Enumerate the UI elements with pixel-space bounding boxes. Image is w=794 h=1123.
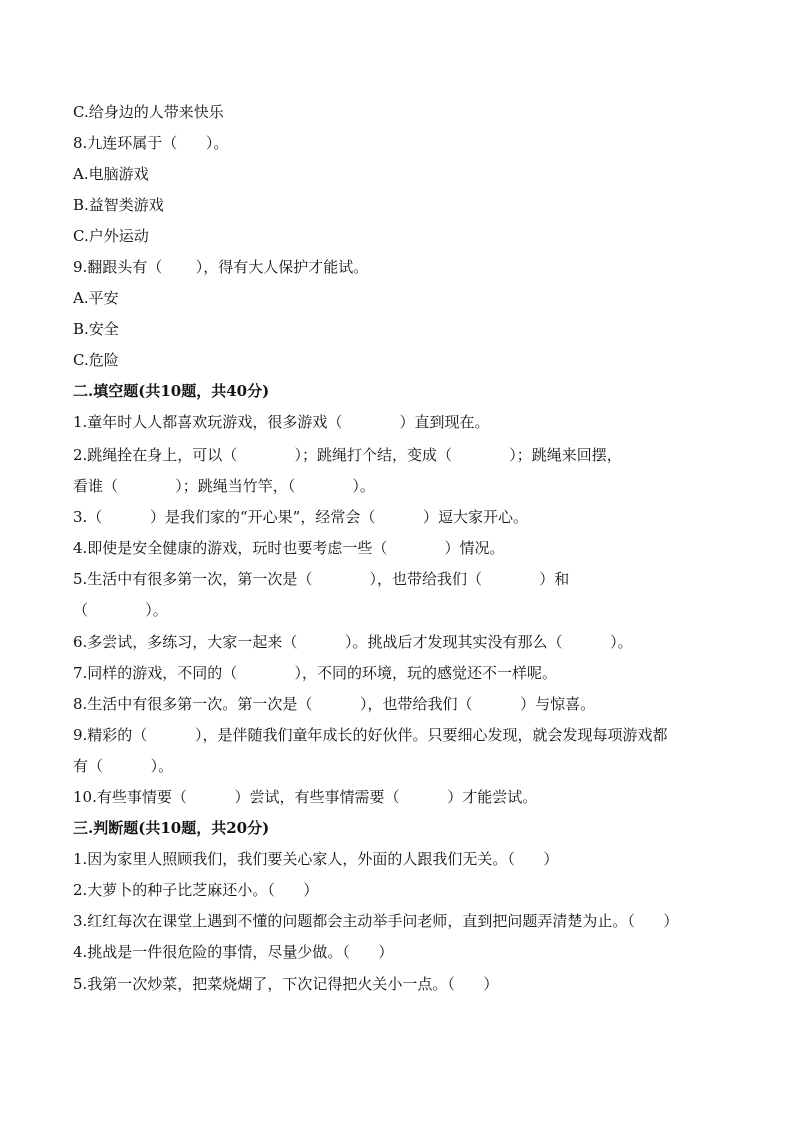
fill-q3: 3.（ ）是我们家的“开心果”，经常会（ ）逗大家开心。 bbox=[73, 508, 529, 526]
fill-q8: 8.生活中有很多第一次。第一次是（ ），也带给我们（ ）与惊喜。 bbox=[73, 695, 596, 713]
fill-q1: 1.童年时人人都喜欢玩游戏，很多游戏（ ）直到现在。 bbox=[73, 413, 490, 431]
fill-q5-line2: （ ）。 bbox=[73, 601, 168, 619]
fill-q4: 4.即使是安全健康的游戏，玩时也要考虑一些（ ）情况。 bbox=[73, 539, 505, 557]
q9-option-c: C.危险 bbox=[73, 351, 119, 369]
tf-q4: 4.挑战是一件很危险的事情，尽量少做。（ ） bbox=[73, 943, 394, 961]
q7-option-c: C.给身边的人带来快乐 bbox=[73, 103, 224, 121]
q9-option-b: B.安全 bbox=[73, 320, 119, 338]
q9-question: 9.翻跟头有（ ），得有大人保护才能试。 bbox=[73, 258, 369, 276]
q8-option-b: B.益智类游戏 bbox=[73, 196, 164, 214]
fill-q6: 6.多尝试，多练习，大家一起来（ ）。挑战后才发现其实没有那么（ ）。 bbox=[73, 633, 633, 651]
fill-q5-line1: 5.生活中有很多第一次，第一次是（ ），也带给我们（ ）和 bbox=[73, 570, 570, 588]
section-true-false-heading: 三.判断题(共10题，共20分) bbox=[73, 819, 270, 837]
fill-q2-line2: 看谁（ ）；跳绳当竹竿，（ ）。 bbox=[73, 477, 375, 495]
tf-q2: 2.大萝卜的种子比芝麻还小。（ ） bbox=[73, 881, 319, 899]
fill-q7: 7.同样的游戏，不同的（ ），不同的环境，玩的感觉还不一样呢。 bbox=[73, 664, 558, 682]
fill-q9-line2: 有（ ）。 bbox=[73, 757, 174, 775]
q9-option-a: A.平安 bbox=[73, 289, 119, 307]
q8-option-a: A.电脑游戏 bbox=[73, 165, 149, 183]
fill-q2-line1: 2.跳绳拴在身上，可以（ ）；跳绳打个结，变成（ ）；跳绳来回摆， bbox=[73, 446, 622, 464]
fill-q9-line1: 9.精彩的（ ），是伴随我们童年成长的好伙伴。只要细心发现，就会发现每项游戏都 bbox=[73, 726, 668, 744]
q8-question: 8.九连环属于（ ）。 bbox=[73, 134, 229, 152]
tf-q5: 5.我第一次炒菜，把菜烧煳了，下次记得把火关小一点。（ ） bbox=[73, 975, 499, 993]
fill-q10: 10.有些事情要（ ）尝试，有些事情需要（ ）才能尝试。 bbox=[73, 788, 538, 806]
section-fill-in-heading: 二.填空题(共10题，共40分) bbox=[73, 382, 270, 400]
tf-q3: 3.红红每次在课堂上遇到不懂的问题都会主动举手问老师，直到把问题弄清楚为止。（ ） bbox=[73, 912, 679, 930]
tf-q1: 1.因为家里人照顾我们，我们要关心家人，外面的人跟我们无关。（ ） bbox=[73, 850, 559, 868]
q8-option-c: C.户外运动 bbox=[73, 227, 149, 245]
